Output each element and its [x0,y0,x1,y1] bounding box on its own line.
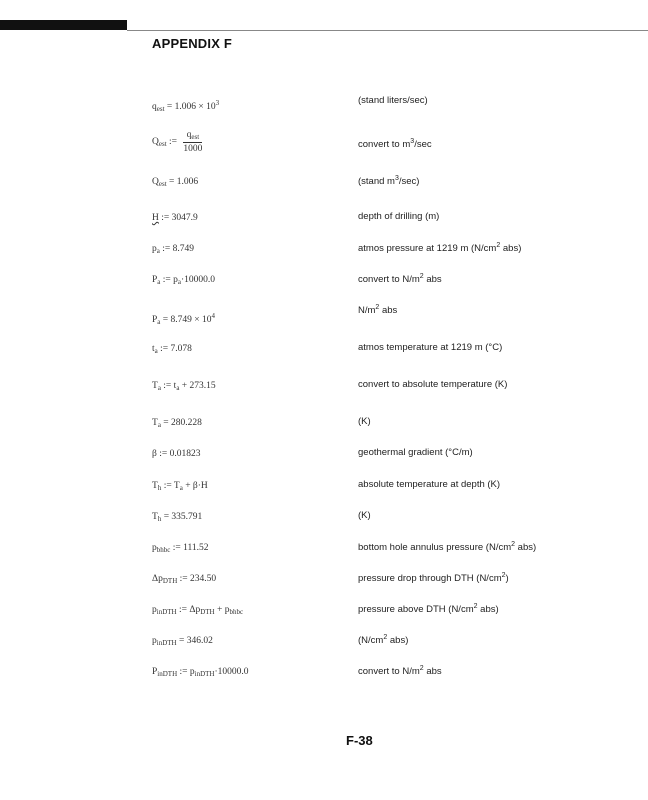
equation: $Q_{est} = 1.006$ [152,177,199,188]
description: ($N/cm^2$ abs) [358,634,409,646]
appendix-heading: APPENDIX F [152,36,233,51]
description: (stand $m^3/\sec$) [358,175,420,187]
equation-row-Qest [0,175,648,199]
equation: β := 0.01823 [152,449,201,459]
equation-row-beta [0,447,648,471]
description: convert to $N/m^2$ abs [358,665,442,677]
equation: H := 3047.9 [152,213,198,223]
equation-row-Ta-def [0,379,648,403]
header-rule [127,30,648,31]
description: (K) [358,416,371,427]
description: geothermal gradient (°C/m) [358,447,473,458]
equation: $p_{bhbc}$ := 111.52 [152,543,209,554]
equation-row-Th-def [0,479,648,503]
equation: $T_a = 280.228$ [152,418,202,429]
page-number: F-38 [346,733,373,748]
equation-row-pinDTH [0,634,648,658]
description: convert to absolute temperature (K) [358,379,508,390]
description: absolute temperature at depth (K) [358,479,501,490]
equation-row-ta [0,342,648,366]
description: (stand liters/sec) [358,95,428,106]
equation-row-PinDTH-def [0,665,648,689]
description: atmos temperature at 1219 m (°C) [358,342,503,353]
description: convert to $N/m^2$ abs [358,273,442,285]
equation-row-qest [0,95,648,119]
equation-row-pa [0,242,648,266]
equation-row-Th [0,510,648,534]
description: atmos pressure at 1219 m ($N/cm^2$ abs) [358,242,522,254]
equation: $p_a$ := 8.749 [152,244,194,255]
equation: $\Delta p_{DTH}$ := 234.50 [152,574,217,585]
description: convert to $m^3/\sec$ [358,138,432,150]
description: pressure above DTH ($N/cm^2$ abs) [358,603,499,615]
equation: $P_{inDTH}$ := $p_{inDTH}\cdot 10000.0$ [152,667,249,678]
description: depth of drilling (m) [358,211,440,222]
equation: $P_a = 8.749 \times 10^4$ [152,312,215,326]
equation-row-Ta [0,416,648,440]
header-bar [0,20,127,30]
equation: $Q_{est}$ := $\frac{q_{est}}{1000}$ [152,130,203,154]
equation: $p_{inDTH} = 346.02$ [152,636,213,647]
equation: $t_a$ := 7.078 [152,344,192,355]
equation: $q_{est} = 1.006 \times 10^3$ [152,99,220,113]
description: pressure drop through DTH $(N/cm^2)$ [358,572,509,584]
fraction: $\frac{q_{est}}{1000}$ [183,130,203,154]
equation-row-H [0,211,648,235]
equation-row-dpDTH [0,572,648,596]
equation-row-Pa-def [0,273,648,297]
equation: $p_{inDTH}$ := $\Delta p_{DTH} + p_{bhbc}$ [152,605,244,616]
equation-row-Pa [0,304,648,334]
equation: $T_h = 335.791$ [152,512,203,523]
description: (K) [358,510,371,521]
equation: $T_a$ := $t_a + 273.15$ [152,381,216,392]
description: $N/m^2$ abs [358,304,398,316]
equation: $T_h$ := $T_a + \beta\cdot H$ [152,481,208,492]
equation: $P_a$ := $p_a\cdot 10000.0$ [152,275,216,286]
description: bottom hole annulus pressure ($N/cm^2$ abs) [358,541,537,553]
equation-row-pbhbc [0,541,648,565]
equation-row-pinDTH-def [0,603,648,627]
equation-row-Qest-def [0,128,648,160]
